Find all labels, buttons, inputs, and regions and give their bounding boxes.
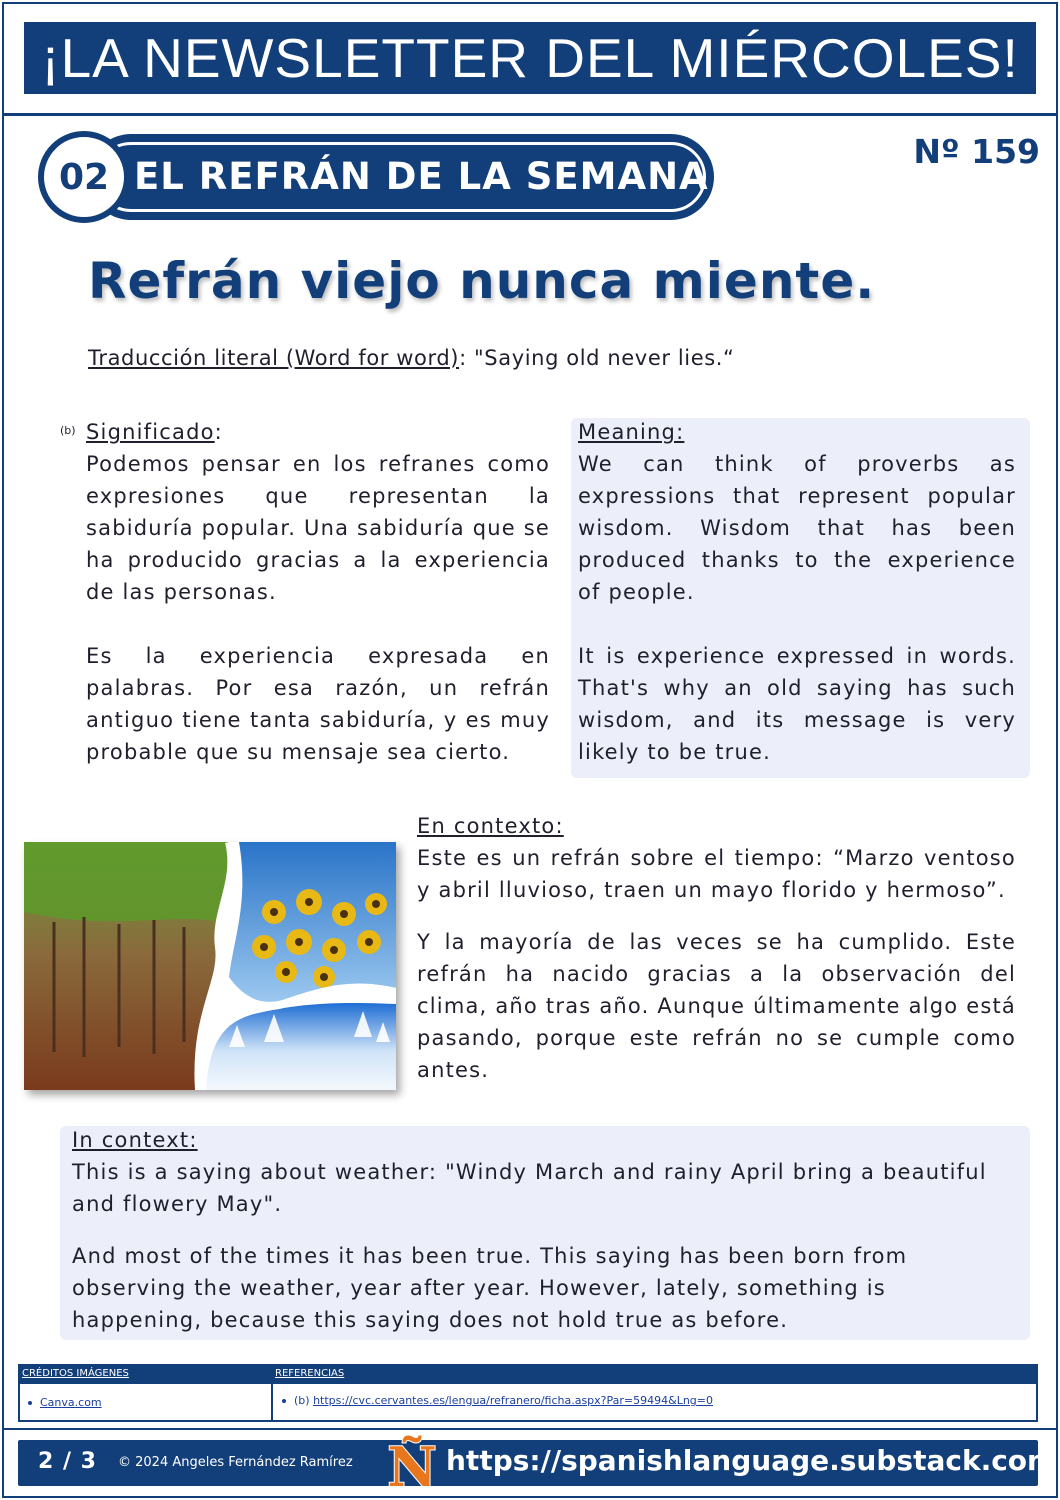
seasons-collage-image <box>24 842 396 1090</box>
bullet-icon <box>282 1399 286 1403</box>
saying-heading: Refrán viejo nunca miente. <box>88 252 876 310</box>
context-english-paragraph-2: And most of the times it has been true. This saying has been born from observing the weather, year after year. However, lately, something is happening, because this saying does not hold true as before. <box>72 1244 908 1332</box>
meaning-english-label: Meaning: <box>578 420 685 444</box>
context-english-paragraph-1: This is a saying about weather: "Windy March and rainy April bring a beautiful and flowery May". <box>72 1160 987 1216</box>
reference-item <box>282 1394 713 1407</box>
bullet-icon <box>28 1401 32 1405</box>
credits-table-header <box>20 1366 1036 1384</box>
literal-translation <box>88 346 1008 370</box>
context-spanish-paragraph-2: Y la mayoría de las veces se ha cumplido. Este refrán ha nacido gracias a la observación del clima, año tras año. Aunque últimamente algo está pasando, porque este refrán no se cumple como antes. <box>417 930 1016 1082</box>
image-credits-header: CRÉDITOS IMÁGENES <box>22 1368 129 1379</box>
issue-number: Nº 159 <box>913 132 1040 171</box>
context-spanish-label: En contexto: <box>417 814 564 838</box>
references-header: REFERENCIAS <box>275 1368 345 1379</box>
meaning-spanish-label: Significado <box>86 420 215 444</box>
meaning-spanish <box>86 416 550 768</box>
svg-text:Ñ: Ñ <box>387 1435 437 1494</box>
meaning-english-paragraph-1: We can think of proverbs as expressions that represent popular wisdom. Wisdom that has been produced thanks to the experience of people. <box>578 452 1016 604</box>
newsletter-title: ¡LA NEWSLETTER DEL MIÉRCOLES! <box>41 27 1019 89</box>
image-credit-text: Canva.com <box>40 1396 102 1409</box>
newsletter-title-bar <box>24 22 1036 94</box>
context-english-label: In context: <box>72 1128 198 1152</box>
literal-translation-label: Traducción literal (Word for word) <box>88 346 460 370</box>
meaning-english <box>578 416 1016 768</box>
section-number: 02 <box>58 156 110 198</box>
section-number-badge <box>38 131 130 223</box>
meaning-spanish-paragraph-2: Es la experiencia expresada en palabras. Por esa razón, un refrán antiguo tiene tanta sabiduría, y es muy probable que su mensaje sea cierto. <box>86 644 550 764</box>
image-credit-link[interactable] <box>28 1396 102 1409</box>
copyright-text: © 2024 Angeles Fernández Ramírez <box>118 1455 353 1470</box>
reference-mark: (b) <box>60 424 76 437</box>
footer-divider <box>2 1428 1058 1430</box>
website-link[interactable]: https://spanishlanguage.substack.com <box>446 1444 1057 1477</box>
meaning-spanish-paragraph-1: Podemos pensar en los refranes como expresiones que representan la sabiduría popular. Una sabiduría que se ha producido gracias a la experiencia de las personas. <box>86 452 550 604</box>
reference-link[interactable]: https://cvc.cervantes.es/lengua/refranero/ficha.aspx?Par=59494&Lng=0 <box>313 1394 713 1407</box>
n-tilde-logo-icon <box>386 1432 438 1494</box>
literal-translation-text: : "Saying old never lies.“ <box>459 346 735 370</box>
context-spanish-paragraph-1: Este es un refrán sobre el tiempo: “Marzo ventoso y abril lluvioso, traen un mayo florido y hermoso”. <box>417 846 1016 902</box>
section-title: EL REFRÁN DE LA SEMANA <box>134 155 709 198</box>
meaning-spanish-colon: : <box>214 420 223 444</box>
reference-prefix: (b) <box>294 1394 310 1407</box>
context-english <box>72 1124 1012 1336</box>
context-spanish <box>417 810 1016 1086</box>
credits-table <box>18 1364 1038 1422</box>
credits-table-divider <box>271 1366 273 1420</box>
meaning-english-paragraph-2: It is experience expressed in words. That's why an old saying has such wisdom, and its message is very likely to be true. <box>578 644 1016 764</box>
page-indicator: 2 / 3 <box>38 1449 97 1474</box>
